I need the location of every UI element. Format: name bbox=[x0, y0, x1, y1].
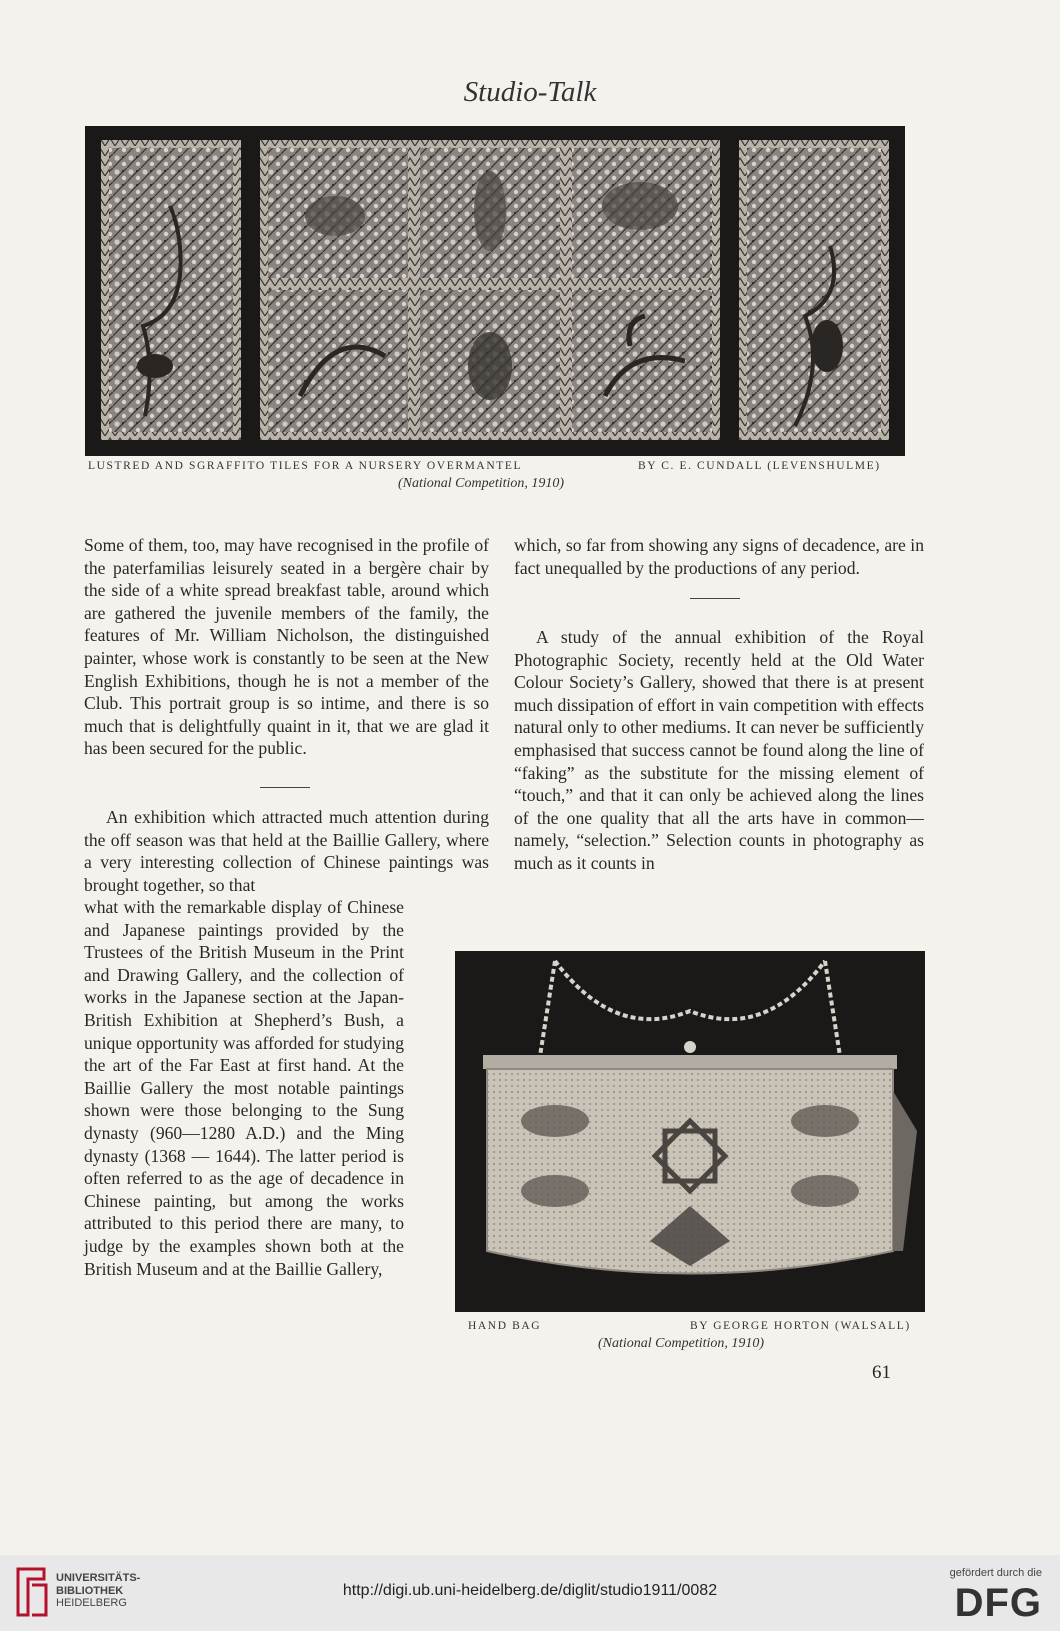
dfg-logo: DFG bbox=[954, 1581, 1042, 1625]
handbag-illustration bbox=[455, 951, 925, 1312]
tiles-photograph bbox=[85, 126, 905, 456]
handbag-caption-credit: BY GEORGE HORTON (WALSALL) bbox=[690, 1320, 911, 1332]
tiles-caption-competition: (National Competition, 1910) bbox=[398, 476, 565, 491]
tiles-caption-title: LUSTRED AND SGRAFFITO TILES FOR A NURSERY OVERMANTEL bbox=[88, 460, 523, 472]
library-name-line3: HEIDELBERG bbox=[56, 1597, 127, 1609]
tiles-illustration bbox=[85, 126, 905, 456]
source-url-link[interactable]: http://digi.ub.uni-heidelberg.de/diglit/studio1911/0082 bbox=[342, 1582, 718, 1599]
running-title: Studio-Talk bbox=[463, 76, 597, 108]
right-column-para1 bbox=[514, 534, 924, 579]
left-column-para2 bbox=[84, 806, 489, 896]
paragraph-chinese-paintings: what with the remarkable display of Chinese and Japanese paintings provided by the Trustees of the British Museum in the Print and Drawing Gallery, and the collection of works in the Japanese section at the Japan-British Exhibition at Shepherd’s Bush, a unique opportunity was afforded for studying the art of the Far East at first hand. At the Baillie Gallery the most notable paintings shown were those belonging to the Sung dynasty (960—1280 A.D.) and the Ming dynasty (1368 — 1644). The latter period is often referred to as the age of decadence in Chinese painting, but among the works attributed to this period there are many, to judge by the examples shown both at the British Museum and at the Baillie Gallery, bbox=[84, 897, 404, 1279]
handbag-photograph bbox=[455, 951, 925, 1312]
right-column-para2 bbox=[514, 626, 924, 875]
section-divider-left bbox=[260, 787, 310, 788]
footer-bar bbox=[0, 1555, 1060, 1631]
paragraph-decadence: which, so far from showing any signs of decadence, are in fact unequalled by the productions of any period. bbox=[514, 535, 924, 578]
library-name-line2: BIBLIOTHEK bbox=[56, 1584, 124, 1597]
paragraph-baillie-gallery: An exhibition which attracted much attention during the off season was that held at the Baillie Gallery, where a very interesting collection of Chinese paintings was brought together, so that bbox=[84, 807, 489, 895]
handbag-caption-title: HAND BAG bbox=[468, 1320, 542, 1332]
library-name-line1: UNIVERSITÄTS- bbox=[56, 1572, 141, 1584]
section-divider-right bbox=[690, 598, 740, 599]
paragraph-paterfamilias: Some of them, too, may have recognised in the profile of the paterfamilias leisurely seated in a bergère chair by the side of a white spread breakfast table, around which are gathered the juvenile members of the family, the features of Mr. William Nicholson, the distinguished painter, whose work is constantly to be seen at the New English Exhibitions, though he is not a member of the Club. This portrait group is so intime, and there is so much that is delightfully quaint in it, that we are glad it has been secured for the public. bbox=[84, 535, 489, 759]
handbag-caption-competition: (National Competition, 1910) bbox=[598, 1336, 765, 1351]
paragraph-royal-photographic: A study of the annual exhibition of the Royal Photographic Society, recently held at the Old Water Colour Society’s Gallery, showed that there is at present much dissipation of effort in vain competition with effects natural only to other mediums. It can never be sufficiently emphasised that success cannot be found along the line of “faking” as the substitute for the missing element of “touch,” and that it can only be achieved along the lines of the one quality that all the arts have in common—namely, “selection.” Selection counts in photography as much as it counts in bbox=[514, 627, 924, 873]
tiles-caption-credit: BY C. E. CUNDALL (LEVENSHULME) bbox=[638, 460, 881, 472]
left-column-para1 bbox=[84, 534, 489, 760]
page-number: 61 bbox=[872, 1362, 891, 1383]
sponsor-label: gefördert durch die bbox=[949, 1567, 1042, 1579]
left-column-para2-continued bbox=[84, 896, 404, 1280]
